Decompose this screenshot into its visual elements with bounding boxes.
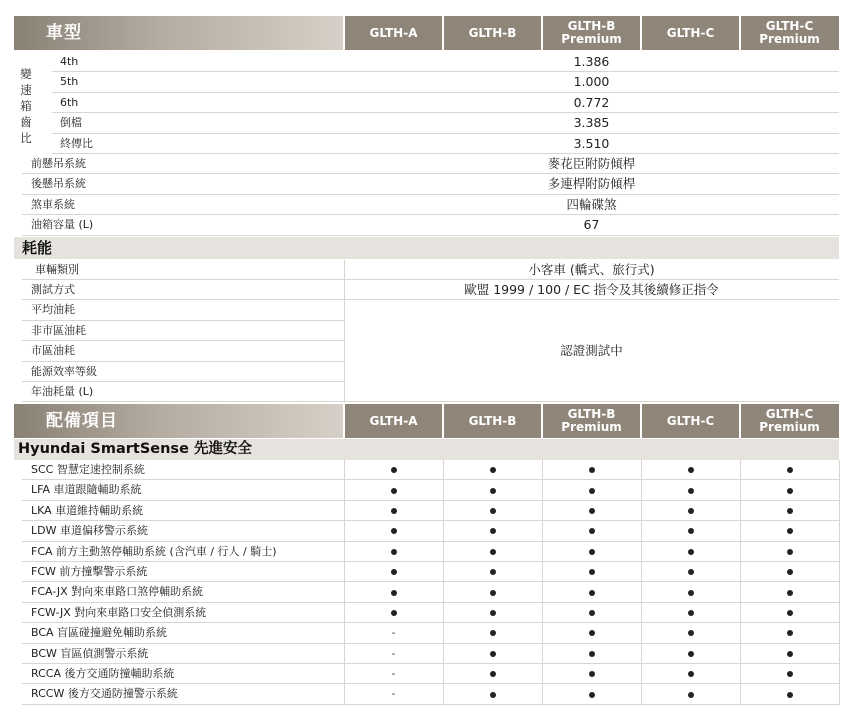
gear-group-char: 比: [20, 131, 32, 145]
gear-row-label: 5th: [60, 75, 79, 89]
equipped-dot: [787, 630, 793, 636]
equipped-dot: [490, 488, 496, 494]
fuel-row-label: 平均油耗: [31, 303, 75, 317]
fuel-merged-divider: [344, 260, 345, 403]
gear-row-value: 1.000: [573, 74, 610, 90]
equipped-dot: [589, 671, 595, 677]
gear-row-label: 6th: [60, 95, 79, 109]
column-header-line1: GLTH-B: [468, 413, 517, 428]
equipped-dot: [787, 508, 793, 514]
equipment-row-label: RCCA 後方交通防撞輔助系統: [31, 667, 175, 680]
equipped-dot: [787, 692, 793, 698]
equipped-dot: [787, 549, 793, 555]
equipped-dot: [490, 671, 496, 677]
equipment-column-header: [344, 404, 443, 438]
gear-row: [52, 72, 344, 92]
column-header-line1: GLTH-A: [369, 25, 418, 40]
gear-group-char: 齒: [20, 115, 32, 129]
equipment-row: [22, 501, 839, 521]
fuel-merged-value: 認證測試中: [560, 343, 623, 359]
specs-header-separator: [640, 16, 642, 50]
equipment-row-label: RCCW 後方交通防撞警示系統: [31, 687, 178, 701]
gear-group-char: 箱: [20, 99, 32, 113]
gear-row-label: 倒檔: [60, 116, 82, 130]
gear-row-value: 3.385: [573, 115, 610, 131]
equipped-dot: [490, 528, 496, 534]
specs-column-header: [641, 16, 740, 50]
spec-row-label: 前懸吊系統: [31, 157, 86, 170]
equipped-dot: [787, 569, 793, 575]
equipped-dot: [490, 610, 496, 616]
equipment-column-divider: [839, 460, 840, 705]
not-equipped-dash: -: [391, 646, 396, 660]
equipped-dot: [490, 467, 496, 473]
equipment-header-title: 配備項目: [46, 411, 118, 431]
equipment-row-label: BCW 盲區偵測警示系統: [31, 646, 149, 660]
specs-header-separator: [739, 16, 741, 50]
equipped-dot: [688, 508, 694, 514]
fuel-row-label: 能源效率等級: [31, 364, 97, 378]
equipment-column-divider: [641, 460, 642, 705]
column-header-line2: Premium: [561, 420, 622, 434]
equipped-dot: [490, 590, 496, 596]
gear-row: [52, 93, 344, 113]
equipment-column-divider: [344, 460, 345, 705]
equipped-dot: [688, 467, 694, 473]
equipped-dot: [589, 467, 595, 473]
equipment-header-separator: [640, 404, 642, 438]
equipment-column-header: [641, 404, 740, 438]
equipped-dot: [391, 488, 397, 494]
specs-column-header: [344, 16, 443, 50]
column-header-line1: GLTH-C: [765, 19, 814, 33]
equipped-dot: [787, 488, 793, 494]
equipment-row-label: BCA 盲區碰撞避免輔助系統: [31, 626, 168, 640]
fuel-section-title: 耗能: [22, 238, 53, 257]
spec-row-value: 麥花臣附防傾桿: [547, 156, 636, 171]
equipped-dot: [589, 549, 595, 555]
equipped-dot: [688, 651, 694, 657]
equipment-column-header: [443, 404, 542, 438]
gear-ratio-group-label: [19, 66, 33, 146]
spec-row-label: 後懸吊系統: [31, 177, 86, 191]
spec-row-label: 油箱容量 (L): [31, 218, 94, 232]
column-header-line2: Premium: [561, 32, 622, 46]
specs-column-header: [740, 16, 839, 50]
equipped-dot: [589, 590, 595, 596]
gear-row-value: 1.386: [573, 54, 610, 69]
equipment-column-header: [740, 404, 839, 438]
equipped-dot: [490, 630, 496, 636]
equipped-dot: [589, 528, 595, 534]
equipment-column-divider: [443, 460, 444, 705]
gear-row-label: 4th: [60, 55, 79, 68]
spec-row-value: 多連桿附防傾桿: [547, 176, 636, 192]
column-header-line1: GLTH-B: [567, 407, 616, 421]
specs-column-header: [443, 16, 542, 50]
fuel-row-label: 市區油耗: [31, 344, 75, 358]
equipped-dot: [787, 467, 793, 473]
equipment-row-label: LDW 車道偏移警示系統: [31, 524, 148, 538]
spec-row-value: 四輪碟煞: [566, 196, 617, 212]
gear-group-char: 變: [20, 67, 32, 81]
equipment-row-label: FCW 前方撞擊警示系統: [31, 565, 148, 578]
equipped-dot: [391, 610, 397, 616]
specs-header-separator: [442, 16, 444, 50]
equipped-dot: [787, 590, 793, 596]
equipped-dot: [787, 671, 793, 677]
equipped-dot: [688, 528, 694, 534]
equipped-dot: [589, 610, 595, 616]
equipment-header-separator: [739, 404, 741, 438]
equipped-dot: [589, 508, 595, 514]
equipped-dot: [787, 651, 793, 657]
equipment-column-header: [542, 404, 641, 438]
fuel-section-bar: [14, 237, 839, 259]
equipped-dot: [490, 508, 496, 514]
fuel-row-value: 小客車 (轎式、旅行式): [528, 261, 655, 277]
gear-row: [52, 52, 344, 72]
gear-row-value: 3.510: [573, 135, 610, 151]
column-header-line1: GLTH-A: [369, 413, 418, 428]
equipped-dot: [688, 692, 694, 698]
equipped-dot: [490, 692, 496, 698]
spec-row-value: 67: [583, 217, 600, 233]
equipment-row-label: FCW-JX 對向來車路口安全偵測系統: [31, 605, 207, 619]
equipped-dot: [391, 549, 397, 555]
not-equipped-dash: -: [391, 626, 396, 640]
fuel-row-label: 年油耗量 (L): [31, 385, 94, 398]
equipped-dot: [589, 630, 595, 636]
equipped-dot: [688, 590, 694, 596]
safety-section-title: Hyundai SmartSense 先進安全: [18, 441, 252, 457]
column-header-line1: GLTH-C: [765, 407, 814, 421]
equipped-dot: [688, 630, 694, 636]
spec-row-label: 煞車系統: [31, 197, 75, 211]
fuel-row-label: 車輛類別: [35, 262, 79, 276]
gear-row-label: 終傳比: [60, 136, 93, 150]
equipped-dot: [589, 692, 595, 698]
column-header-line1: GLTH-B: [567, 19, 616, 33]
fuel-row-value: 歐盟 1999 / 100 / EC 指令及其後續修正指令: [464, 282, 719, 297]
equipped-dot: [688, 569, 694, 575]
equipped-dot: [490, 549, 496, 555]
equipment-header-separator: [541, 404, 543, 438]
equipment-header-separator: [343, 404, 345, 438]
equipped-dot: [490, 651, 496, 657]
equipped-dot: [391, 569, 397, 575]
fuel-row-label: 非市區油耗: [31, 323, 86, 337]
equipped-dot: [688, 671, 694, 677]
equipped-dot: [688, 488, 694, 494]
equipment-row-label: FCA 前方主動煞停輔助系統 (含汽車 / 行人 / 騎士): [31, 544, 277, 558]
equipment-row: [22, 480, 839, 500]
column-header-line2: Premium: [759, 420, 820, 434]
equipment-row-label: FCA-JX 對向來車路口煞停輔助系統: [31, 585, 204, 599]
column-header-line1: GLTH-C: [666, 413, 715, 428]
column-header-line2: Premium: [759, 32, 820, 46]
equipped-dot: [589, 651, 595, 657]
equipped-dot: [787, 610, 793, 616]
equipped-dot: [589, 488, 595, 494]
equipped-dot: [787, 528, 793, 534]
equipped-dot: [490, 569, 496, 575]
specs-header-separator: [343, 16, 345, 50]
gear-row: [52, 134, 344, 154]
column-header-line1: GLTH-B: [468, 25, 517, 40]
equipment-row-label: LFA 車道跟隨輔助系統: [31, 483, 142, 497]
equipment-column-divider: [740, 460, 741, 705]
equipment-column-divider: [542, 460, 543, 705]
equipment-row-label: LKA 車道維持輔助系統: [31, 503, 144, 517]
not-equipped-dash: -: [391, 687, 396, 701]
equipped-dot: [589, 569, 595, 575]
equipped-dot: [391, 508, 397, 514]
equipped-dot: [688, 549, 694, 555]
equipped-dot: [391, 590, 397, 596]
specs-column-header: [542, 16, 641, 50]
equipment-header-separator: [442, 404, 444, 438]
fuel-row-label: 測試方式: [31, 283, 75, 296]
gear-group-char: 速: [20, 83, 32, 97]
gear-row-value: 0.772: [573, 94, 610, 110]
specs-header-separator: [541, 16, 543, 50]
equipped-dot: [688, 610, 694, 616]
specs-header-title: 車型: [46, 23, 82, 43]
column-header-line1: GLTH-C: [666, 25, 715, 40]
equipped-dot: [391, 467, 397, 473]
equipment-row-label: SCC 智慧定速控制系統: [31, 463, 145, 476]
equipped-dot: [391, 528, 397, 534]
gear-row: [52, 113, 344, 133]
not-equipped-dash: -: [391, 667, 396, 680]
